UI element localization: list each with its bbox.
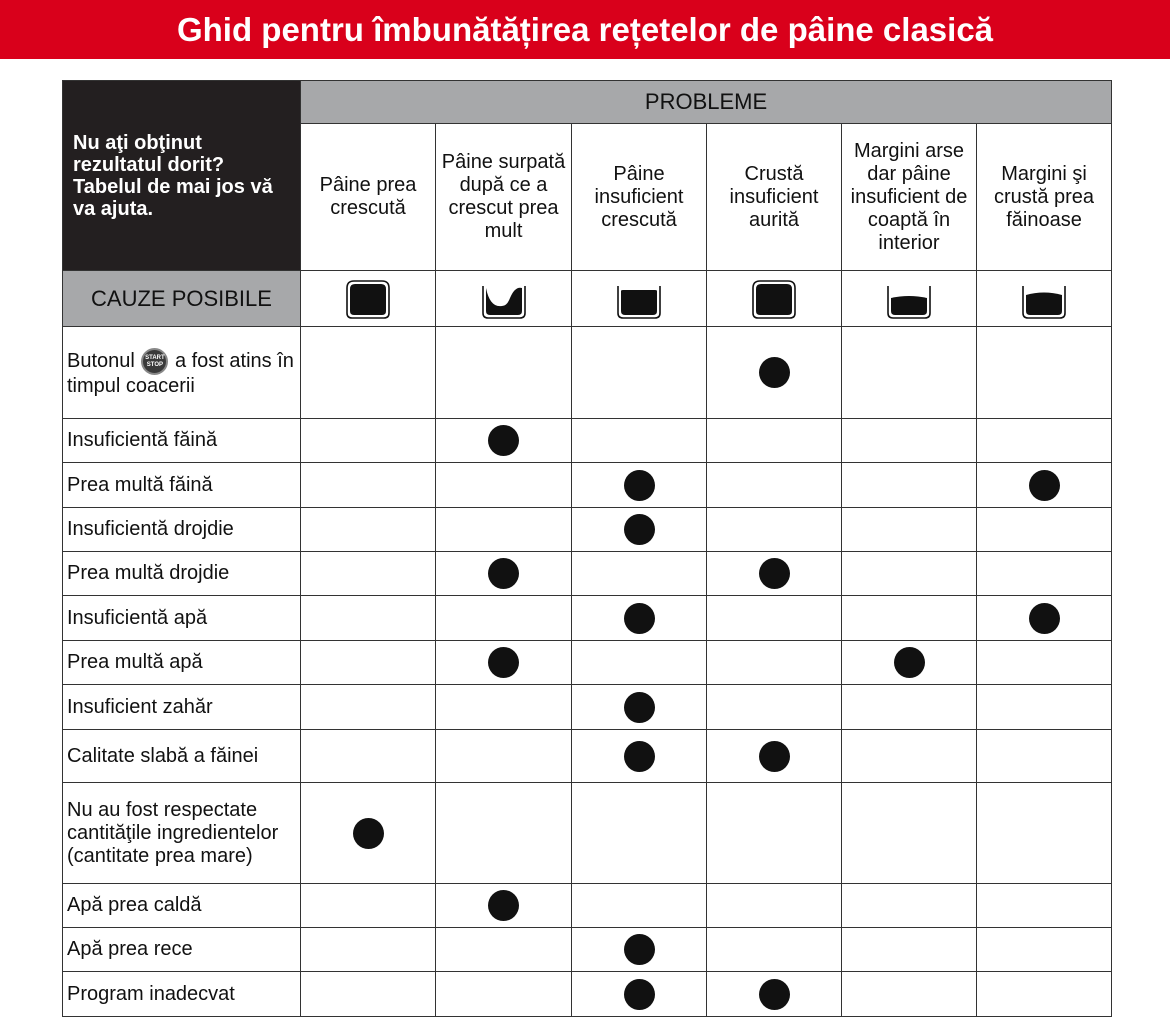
mark-cell [977,508,1112,552]
cause-mark-dot [624,692,655,723]
mark-cell [301,508,436,552]
mark-cell [977,730,1112,783]
loaf-floury-icon [977,271,1112,327]
cause-mark-dot [488,890,519,921]
mark-cell [707,641,842,685]
mark-cell [707,327,842,419]
mark-cell [977,327,1112,419]
mark-cell [301,327,436,419]
mark-cell [707,419,842,463]
mark-cell [842,641,977,685]
mark-cell [436,419,572,463]
mark-cell [572,884,707,928]
mark-cell [436,884,572,928]
mark-cell [301,596,436,641]
mark-cell [572,783,707,884]
mark-cell [842,972,977,1017]
loaf-underrisen-icon [572,271,707,327]
cause-row [63,730,1112,783]
cause-mark-dot [353,818,384,849]
mark-cell [572,508,707,552]
mark-cell [301,552,436,596]
cause-row [63,783,1112,884]
mark-cell [436,928,572,972]
mark-cell [707,730,842,783]
mark-cell [572,730,707,783]
mark-cell [842,508,977,552]
loaf-burnt-edges-icon [842,271,977,327]
cause-label: Prea multă apă [63,641,301,685]
mark-cell [707,783,842,884]
mark-cell [842,730,977,783]
loaf-collapsed-icon [436,271,572,327]
cause-mark-dot [624,514,655,545]
mark-cell [707,596,842,641]
mark-cell [572,641,707,685]
cause-mark-dot [894,647,925,678]
cause-mark-dot [624,979,655,1010]
mark-cell [977,928,1112,972]
cause-label [63,327,301,419]
problem-header: Crustă insuficient aurită [707,124,842,271]
cause-label: Insuficientă făină [63,419,301,463]
cause-label: Insuficient zahăr [63,685,301,730]
mark-cell [301,730,436,783]
problem-header: Margini şi crustă prea făinoase [977,124,1112,271]
problem-header: Pâine surpată după ce a crescut prea mult [436,124,572,271]
mark-cell [572,685,707,730]
mark-cell [842,783,977,884]
mark-cell [842,327,977,419]
mark-cell [842,884,977,928]
mark-cell [436,685,572,730]
cause-row [63,463,1112,508]
mark-cell [842,596,977,641]
mark-cell [842,928,977,972]
cause-mark-dot [488,647,519,678]
problem-header: Pâine insuficient crescută [572,124,707,271]
mark-cell [977,552,1112,596]
cause-mark-dot [759,357,790,388]
cause-label: Prea multă drojdie [63,552,301,596]
mark-cell [977,972,1112,1017]
cause-mark-dot [759,558,790,589]
mark-cell [301,463,436,508]
cause-row [63,552,1112,596]
mark-cell [436,327,572,419]
cause-label-after: a fost atins în timpul coacerii [67,349,294,397]
problems-header: PROBLEME [301,81,1112,124]
cause-mark-dot [624,741,655,772]
cause-mark-dot [1029,603,1060,634]
mark-cell [977,463,1112,508]
cause-row [63,685,1112,730]
mark-cell [707,928,842,972]
mark-cell [977,685,1112,730]
mark-cell [436,730,572,783]
cause-label: Insuficientă apă [63,596,301,641]
mark-cell [572,596,707,641]
page-title: Ghid pentru îmbunătățirea rețetelor de pâine clasică [176,10,994,48]
mark-cell [572,463,707,508]
mark-cell [707,884,842,928]
mark-cell [707,463,842,508]
mark-cell [842,552,977,596]
cause-row [63,508,1112,552]
mark-cell [436,783,572,884]
mark-cell [436,463,572,508]
cause-label: Nu au fost respectate cantităţile ingredientelor (cantitate prea mare) [63,783,301,884]
mark-cell [301,972,436,1017]
cause-label-before: Butonul [67,349,141,372]
mark-cell [707,552,842,596]
cause-mark-dot [1029,470,1060,501]
mark-cell [301,783,436,884]
cause-row [63,884,1112,928]
mark-cell [436,552,572,596]
start-icon-label: START [145,354,165,361]
cause-row [63,419,1112,463]
title-bar [0,0,1170,59]
cause-row [63,596,1112,641]
mark-cell [301,685,436,730]
mark-cell [572,928,707,972]
mark-cell [301,419,436,463]
causes-body [63,327,1112,1017]
cause-mark-dot [759,741,790,772]
mark-cell [436,596,572,641]
cause-label: Program inadecvat [63,972,301,1017]
mark-cell [572,419,707,463]
mark-cell [301,884,436,928]
stop-icon-label: STOP [146,361,163,368]
cause-mark-dot [624,603,655,634]
cause-row [63,972,1112,1017]
mark-cell [707,972,842,1017]
cause-row [63,641,1112,685]
mark-cell [977,419,1112,463]
mark-cell [707,685,842,730]
mark-cell [301,928,436,972]
cause-mark-dot [488,558,519,589]
mark-cell [436,508,572,552]
mark-cell [436,972,572,1017]
mark-cell [436,641,572,685]
mark-cell [977,783,1112,884]
causes-header: CAUZE POSIBILE [63,271,301,327]
mark-cell [572,327,707,419]
mark-cell [301,641,436,685]
mark-cell [977,596,1112,641]
cause-mark-dot [624,470,655,501]
start-stop-button-icon [141,348,168,375]
cause-label: Insuficientă drojdie [63,508,301,552]
cause-label: Apă prea rece [63,928,301,972]
mark-cell [977,641,1112,685]
mark-cell [977,884,1112,928]
cause-row [63,327,1112,419]
problem-header: Pâine prea crescută [301,124,436,271]
cause-label: Apă prea caldă [63,884,301,928]
cause-label: Calitate slabă a făinei [63,730,301,783]
problem-header: Margini arse dar pâine insuficient de coaptă în interior [842,124,977,271]
loaf-overrisen-icon [301,271,436,327]
cause-row [63,928,1112,972]
cause-mark-dot [488,425,519,456]
loaf-pale-crust-icon [707,271,842,327]
cause-mark-dot [759,979,790,1010]
corner-help-text: Nu aţi obţinut rezultatul dorit? Tabelul de mai jos vă va ajuta. [63,81,301,271]
troubleshooting-table [62,80,1112,1017]
mark-cell [707,508,842,552]
mark-cell [842,419,977,463]
mark-cell [842,685,977,730]
mark-cell [572,552,707,596]
cause-label: Prea multă făină [63,463,301,508]
mark-cell [842,463,977,508]
cause-mark-dot [624,934,655,965]
mark-cell [572,972,707,1017]
